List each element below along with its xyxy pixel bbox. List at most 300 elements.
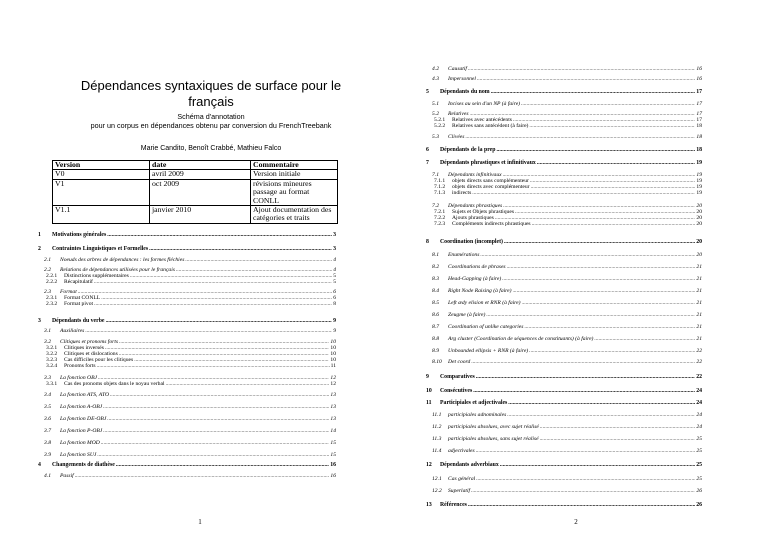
toc-leader bbox=[507, 412, 695, 418]
toc-leader bbox=[465, 134, 695, 140]
toc-page: 20 bbox=[696, 209, 702, 215]
toc-title: La fonction MOD bbox=[60, 440, 100, 446]
toc-title: Distinctions supplémentaires bbox=[64, 273, 129, 279]
toc-number: 13 bbox=[426, 502, 432, 508]
toc-number: 8.4 bbox=[432, 288, 439, 294]
toc-title: La fonction P-OBJ bbox=[60, 428, 103, 434]
toc-entry[interactable] bbox=[426, 374, 702, 380]
toc-page: 16 bbox=[330, 462, 336, 468]
table-cell: V1 bbox=[53, 179, 150, 205]
toc-leader bbox=[75, 473, 330, 479]
toc-number: 2 bbox=[38, 246, 41, 252]
toc-title: Zeugme (à faire) bbox=[448, 312, 486, 318]
toc-number: 7.1.3 bbox=[434, 190, 446, 196]
toc-number: 11 bbox=[426, 400, 432, 406]
toc-leader bbox=[532, 221, 696, 227]
toc-title: Enumérations bbox=[448, 252, 480, 258]
toc-number: 7.1.2 bbox=[434, 184, 446, 190]
toc-title: Cas des pronoms objets dans le noyau verbal bbox=[64, 381, 165, 387]
toc-page: 17 bbox=[696, 111, 702, 117]
toc-leader bbox=[103, 428, 329, 434]
toc-leader bbox=[504, 239, 695, 245]
toc-entry[interactable] bbox=[426, 89, 702, 95]
toc-page: 6 bbox=[333, 289, 336, 295]
toc-page: 24 bbox=[696, 424, 702, 430]
toc-page: 3 bbox=[333, 246, 336, 252]
toc-title: participiales absolues, avec sujet réalisé bbox=[448, 424, 539, 430]
toc-number: 5.1 bbox=[432, 101, 439, 107]
toc-entry[interactable] bbox=[426, 147, 702, 153]
toc-page: 19 bbox=[696, 172, 702, 178]
table-cell: révisions mineures passage au format CONLL bbox=[251, 179, 338, 205]
toc-entry[interactable] bbox=[44, 452, 336, 458]
subtitle-line-2: pour un corpus en dépendances obtenu par conversion du FrenchTreebank bbox=[90, 121, 332, 130]
date-header: date bbox=[150, 161, 251, 170]
toc-leader bbox=[85, 328, 332, 334]
toc-entry[interactable] bbox=[434, 123, 702, 129]
toc-title: Comparatives bbox=[440, 374, 475, 380]
toc-page: 17 bbox=[696, 101, 702, 107]
toc-number: 2.3 bbox=[44, 289, 51, 295]
table-row bbox=[53, 179, 338, 205]
toc-leader bbox=[496, 147, 695, 153]
toc-leader bbox=[522, 300, 696, 306]
toc-leader bbox=[537, 160, 695, 166]
toc-number: 12.1 bbox=[432, 476, 442, 482]
toc-page: 19 bbox=[696, 190, 702, 196]
toc-number: 5.2.1 bbox=[434, 117, 446, 123]
toc-page: 21 bbox=[696, 312, 702, 318]
toc-page: 4 bbox=[333, 267, 336, 273]
table-row bbox=[53, 170, 338, 179]
toc-title: Dépendants infinitivaux bbox=[448, 172, 502, 178]
toc-leader bbox=[508, 400, 695, 406]
toc-leader bbox=[94, 279, 332, 285]
toc-title: Cas général bbox=[448, 476, 476, 482]
toc-number: 2.2 bbox=[44, 267, 51, 273]
toc-page: 24 bbox=[696, 412, 702, 418]
toc-number: 3.6 bbox=[44, 416, 51, 422]
table-cell: V0 bbox=[53, 170, 150, 179]
toc-entry[interactable] bbox=[44, 404, 336, 410]
toc-title: Dépendants du verbe bbox=[52, 318, 105, 324]
toc-leader bbox=[110, 392, 329, 398]
toc-entry[interactable] bbox=[426, 239, 702, 245]
toc-number: 5.3 bbox=[432, 134, 439, 140]
toc-entry[interactable] bbox=[38, 318, 336, 324]
toc-title: Coordinations de phrases bbox=[448, 264, 506, 270]
toc-number: 3.2 bbox=[44, 339, 51, 345]
toc-title: Arg cluster (Coordination de séquences de constituants) (à faire) bbox=[448, 336, 594, 342]
toc-number: 3.1 bbox=[44, 328, 51, 334]
toc-leader bbox=[468, 66, 695, 72]
toc-number: 3.9 bbox=[44, 452, 51, 458]
toc-entry[interactable] bbox=[426, 388, 702, 394]
toc-leader bbox=[529, 123, 695, 129]
toc-page: 19 bbox=[696, 160, 702, 166]
toc-entry[interactable] bbox=[432, 300, 702, 306]
toc-page: 20 bbox=[696, 252, 702, 258]
toc-number: 5.2.2 bbox=[434, 123, 446, 129]
toc-title: Relatives sans antécédent (à faire) bbox=[452, 123, 529, 129]
toc-leader bbox=[185, 257, 332, 263]
toc-leader bbox=[521, 101, 695, 107]
toc-number: 3.2.2 bbox=[46, 351, 58, 357]
toc-entry[interactable] bbox=[432, 76, 702, 82]
toc-entry[interactable] bbox=[44, 428, 336, 434]
toc-title: Clitiques et dislocations bbox=[64, 351, 118, 357]
toc-entry[interactable] bbox=[432, 252, 702, 258]
toc-leader bbox=[97, 452, 329, 458]
toc-page: 12 bbox=[330, 381, 336, 387]
toc-title: Dépendants phrastiques bbox=[448, 203, 503, 209]
table-cell: oct 2009 bbox=[150, 179, 251, 205]
toc-page: 16 bbox=[696, 76, 702, 82]
toc-number: 2.3.2 bbox=[46, 301, 58, 307]
toc-page: 21 bbox=[696, 264, 702, 270]
toc-leader bbox=[106, 318, 333, 324]
toc-entry[interactable] bbox=[426, 400, 702, 406]
toc-number: 2.2.1 bbox=[46, 273, 58, 279]
toc-entry[interactable] bbox=[426, 160, 702, 166]
toc-title: adjectivales bbox=[448, 448, 475, 454]
toc-number: 4.3 bbox=[432, 76, 439, 82]
toc-title: Det coord bbox=[448, 359, 471, 365]
toc-entry[interactable] bbox=[44, 473, 336, 479]
toc-page: 20 bbox=[696, 215, 702, 221]
toc-page: 21 bbox=[696, 300, 702, 306]
toc-number: 3.2.1 bbox=[46, 345, 58, 351]
toc-page: 16 bbox=[696, 66, 702, 72]
toc-leader bbox=[103, 404, 329, 410]
toc-entry[interactable] bbox=[432, 264, 702, 270]
toc-number: 11.4 bbox=[432, 448, 442, 454]
toc-page: 9 bbox=[333, 328, 336, 334]
toc-number: 5.2 bbox=[432, 111, 439, 117]
toc-entry[interactable] bbox=[432, 101, 702, 107]
toc-page: 10 bbox=[330, 339, 336, 345]
toc-leader bbox=[486, 312, 695, 318]
toc-title: Références bbox=[440, 502, 467, 508]
toc-title: Noeuds des arbres de dépendances : les formes fléchies bbox=[60, 257, 185, 263]
toc-title: Clitiques inversés bbox=[64, 345, 104, 351]
toc-page: 25 bbox=[696, 436, 702, 442]
toc-title: participiales absolues, sans sujet réalisé bbox=[448, 436, 539, 442]
toc-title: indirects bbox=[452, 190, 472, 196]
toc-number: 7.2 bbox=[432, 203, 439, 209]
toc-title: Impersonnel bbox=[448, 76, 476, 82]
toc-leader bbox=[94, 301, 332, 307]
toc-leader bbox=[471, 488, 695, 494]
toc-number: 8.5 bbox=[432, 300, 439, 306]
toc-title: Sujets et Objets phrastiques bbox=[452, 209, 514, 215]
toc-leader bbox=[476, 448, 696, 454]
toc-page: 9 bbox=[333, 318, 336, 324]
toc-entry[interactable] bbox=[432, 66, 702, 72]
toc-leader bbox=[500, 462, 695, 468]
toc-title: La fonction SUJ bbox=[60, 452, 97, 458]
toc-entry[interactable] bbox=[44, 440, 336, 446]
toc-entry[interactable] bbox=[46, 279, 336, 285]
page-number: 1 bbox=[198, 518, 202, 526]
toc-entry[interactable] bbox=[432, 436, 702, 442]
toc-page: 13 bbox=[330, 404, 336, 410]
toc-title: Format pivot bbox=[64, 301, 94, 307]
toc-number: 5 bbox=[426, 89, 429, 95]
toc-entry[interactable] bbox=[432, 336, 702, 342]
toc-title: La fonction DE-OBJ bbox=[60, 416, 107, 422]
toc-leader bbox=[116, 462, 329, 468]
toc-page: 22 bbox=[696, 374, 702, 380]
toc-entry[interactable] bbox=[44, 257, 336, 263]
toc-page: 20 bbox=[696, 221, 702, 227]
toc-number: 7.2.2 bbox=[434, 215, 446, 221]
toc-number: 11.1 bbox=[432, 412, 442, 418]
toc-page: 14 bbox=[330, 428, 336, 434]
toc-title: Motivations générales bbox=[52, 232, 107, 238]
toc-leader bbox=[529, 348, 695, 354]
toc-number: 8.2 bbox=[432, 264, 439, 270]
toc-page: 24 bbox=[696, 400, 702, 406]
toc-entry[interactable] bbox=[432, 476, 702, 482]
document-subtitle bbox=[20, 112, 402, 130]
toc-number: 2.2.2 bbox=[46, 279, 58, 285]
toc-number: 12 bbox=[426, 462, 432, 468]
toc-page: 19 bbox=[696, 184, 702, 190]
toc-leader bbox=[468, 502, 695, 508]
toc-title: Incises au sein d'un NP (à faire) bbox=[448, 101, 521, 107]
toc-title: Récapitulatif bbox=[64, 279, 93, 285]
toc-page: 20 bbox=[696, 203, 702, 209]
toc-number: 2.3.1 bbox=[46, 295, 58, 301]
toc-page: 22 bbox=[696, 348, 702, 354]
toc-title: Format bbox=[60, 289, 77, 295]
toc-page: 25 bbox=[696, 448, 702, 454]
toc-number: 2.1 bbox=[44, 257, 51, 263]
document-title: Dépendances syntaxiques de surface pour le français bbox=[80, 78, 342, 109]
toc-entry[interactable] bbox=[432, 324, 702, 330]
toc-entry[interactable] bbox=[44, 392, 336, 398]
toc-leader bbox=[149, 246, 332, 252]
toc-leader bbox=[107, 416, 329, 422]
toc-page: 6 bbox=[333, 295, 336, 301]
toc-number: 7.2.1 bbox=[434, 209, 446, 215]
toc-number: 12.2 bbox=[432, 488, 442, 494]
toc-entry[interactable] bbox=[426, 502, 702, 508]
toc-number: 11.3 bbox=[432, 436, 442, 442]
toc-page: 10 bbox=[330, 351, 336, 357]
toc-title: Auxiliaires bbox=[60, 328, 85, 334]
toc-leader bbox=[507, 264, 696, 270]
page-number: 2 bbox=[574, 518, 578, 526]
toc-title: Clivées bbox=[448, 134, 465, 140]
toc-leader bbox=[476, 476, 695, 482]
toc-number: 7.1 bbox=[432, 172, 439, 178]
toc-page: 8 bbox=[333, 301, 336, 307]
toc-entry[interactable] bbox=[426, 462, 702, 468]
toc-number: 8.7 bbox=[432, 324, 439, 330]
toc-title: Dépendants adverbiaux bbox=[440, 462, 499, 468]
toc-entry[interactable] bbox=[434, 221, 702, 227]
table-cell: Version initiale bbox=[251, 170, 338, 179]
toc-title: La fonction ATS, ATO bbox=[60, 392, 110, 398]
toc-leader bbox=[476, 374, 695, 380]
toc-number: 3.2.3 bbox=[46, 357, 58, 363]
toc-page: 15 bbox=[330, 452, 336, 458]
toc-page: 20 bbox=[696, 239, 702, 245]
toc-entry[interactable] bbox=[44, 416, 336, 422]
toc-leader bbox=[540, 424, 696, 430]
toc-page: 4 bbox=[333, 257, 336, 263]
toc-entry[interactable] bbox=[432, 424, 702, 430]
toc-page: 26 bbox=[696, 488, 702, 494]
toc-page: 21 bbox=[696, 324, 702, 330]
toc-title: Participiales et adjectivales bbox=[440, 400, 508, 406]
toc-title: objets directs sans complémenteur bbox=[452, 178, 529, 184]
toc-number: 7.1.1 bbox=[434, 178, 446, 184]
toc-title: Dépendants phrastiques et infinitivaux bbox=[440, 160, 536, 166]
toc-number: 8.9 bbox=[432, 348, 439, 354]
toc-title: Consécutives bbox=[440, 388, 473, 394]
toc-title: La fonction OBJ bbox=[60, 375, 97, 381]
toc-page: 17 bbox=[696, 117, 702, 123]
toc-entry[interactable] bbox=[432, 312, 702, 318]
toc-leader bbox=[513, 288, 696, 294]
toc-title: Left ædy elision et RNR (à faire) bbox=[448, 300, 521, 306]
toc-title: Format CONLL bbox=[64, 295, 101, 301]
toc-number: 3.3.1 bbox=[46, 381, 58, 387]
toc-number: 3.2.4 bbox=[46, 363, 58, 369]
table-cell: Ajout documentation des catégories et traits bbox=[251, 206, 338, 224]
toc-number: 8 bbox=[426, 239, 429, 245]
toc-page: 19 bbox=[696, 178, 702, 184]
toc-number: 8.3 bbox=[432, 276, 439, 282]
toc-page: 16 bbox=[330, 473, 336, 479]
authors: Marie Candito, Benoît Crabbé, Mathieu Falco bbox=[140, 145, 282, 152]
toc-number: 3.5 bbox=[44, 404, 51, 410]
comment-header: Commentaire bbox=[251, 161, 338, 170]
toc-leader bbox=[540, 436, 696, 442]
toc-page: 13 bbox=[330, 416, 336, 422]
toc-entry[interactable] bbox=[432, 359, 702, 365]
toc-page: 13 bbox=[330, 392, 336, 398]
toc-title: Coordination of unlike categories bbox=[448, 324, 524, 330]
toc-number: 8.6 bbox=[432, 312, 439, 318]
toc-page: 5 bbox=[333, 273, 336, 279]
table-cell: avril 2009 bbox=[150, 170, 251, 179]
toc-title: Contraintes Linguistiques et Formelles bbox=[52, 246, 149, 252]
toc-number: 8.8 bbox=[432, 336, 439, 342]
toc-entry[interactable] bbox=[432, 134, 702, 140]
toc-entry[interactable] bbox=[38, 232, 336, 238]
toc-number: 3 bbox=[38, 318, 41, 324]
toc-title: Clitiques et pronoms forts bbox=[60, 339, 119, 345]
toc-title: Cas difficiles pour les clitiques bbox=[64, 357, 134, 363]
toc-entry[interactable] bbox=[46, 301, 336, 307]
toc-entry[interactable] bbox=[432, 348, 702, 354]
toc-page: 5 bbox=[333, 279, 336, 285]
toc-number: 11.2 bbox=[432, 424, 442, 430]
toc-title: Unbounded ellipsis + RNR (à faire) bbox=[448, 348, 529, 354]
toc-entry[interactable] bbox=[432, 448, 702, 454]
toc-number: 3.7 bbox=[44, 428, 51, 434]
toc-number: 9 bbox=[426, 374, 429, 380]
toc-page: 15 bbox=[330, 440, 336, 446]
toc-entry[interactable] bbox=[432, 412, 702, 418]
toc-page: 10 bbox=[330, 357, 336, 363]
toc-page: 12 bbox=[330, 375, 336, 381]
toc-title: Changements de diathèse bbox=[52, 462, 115, 468]
version-table bbox=[52, 160, 338, 224]
toc-number: 3.4 bbox=[44, 392, 51, 398]
toc-number: 3.8 bbox=[44, 440, 51, 446]
toc-leader bbox=[107, 232, 332, 238]
toc-number: 4.1 bbox=[44, 473, 51, 479]
toc-title: Superlatif bbox=[448, 488, 471, 494]
toc-page: 25 bbox=[696, 462, 702, 468]
toc-page: 18 bbox=[696, 123, 702, 129]
toc-page: 10 bbox=[330, 345, 336, 351]
toc-number: 6 bbox=[426, 147, 429, 153]
toc-title: Relations de dépendances utilisées pour le français bbox=[60, 267, 175, 273]
toc-entry[interactable] bbox=[432, 276, 702, 282]
toc-leader bbox=[594, 336, 695, 342]
toc-leader bbox=[524, 324, 695, 330]
toc-leader bbox=[480, 252, 695, 258]
toc-number: 7 bbox=[426, 160, 429, 166]
toc-entry[interactable] bbox=[434, 190, 702, 196]
toc-page: 24 bbox=[696, 388, 702, 394]
toc-title: La fonction A-OBJ bbox=[60, 404, 103, 410]
toc-leader bbox=[166, 381, 330, 387]
toc-entry[interactable] bbox=[432, 488, 702, 494]
toc-entry[interactable] bbox=[46, 381, 336, 387]
toc-page: 18 bbox=[696, 147, 702, 153]
toc-page: 25 bbox=[696, 476, 702, 482]
toc-leader bbox=[472, 190, 695, 196]
toc-page: 21 bbox=[696, 288, 702, 294]
toc-entry[interactable] bbox=[432, 288, 702, 294]
toc-title: Right Node Raising (à faire) bbox=[448, 288, 512, 294]
toc-number: 3.3 bbox=[44, 375, 51, 381]
toc-number: 4.2 bbox=[432, 66, 439, 72]
toc-number: 8.1 bbox=[432, 252, 439, 258]
toc-title: Relatives bbox=[448, 111, 469, 117]
toc-title: Coordination (incomplet) bbox=[440, 239, 503, 245]
toc-entry[interactable] bbox=[38, 462, 336, 468]
toc-entry[interactable] bbox=[46, 363, 336, 369]
toc-page: 17 bbox=[696, 89, 702, 95]
toc-title: participiales adnominales bbox=[448, 412, 507, 418]
toc-number: 1 bbox=[38, 232, 41, 238]
toc-leader bbox=[101, 440, 330, 446]
toc-entry[interactable] bbox=[44, 328, 336, 334]
toc-title: Dépendants du nom bbox=[440, 89, 490, 95]
toc-leader bbox=[473, 388, 695, 394]
version-header: Version bbox=[53, 161, 150, 170]
toc-title: objets directs avec complémenteur bbox=[452, 184, 530, 190]
toc-title: Dépendants de la prep bbox=[440, 147, 496, 153]
toc-page: 3 bbox=[333, 232, 336, 238]
table-row bbox=[53, 206, 338, 224]
toc-leader bbox=[471, 359, 695, 365]
toc-entry[interactable] bbox=[38, 246, 336, 252]
toc-title: Pronoms forts bbox=[64, 363, 96, 369]
toc-number: 4 bbox=[38, 462, 41, 468]
table-cell: V1.1 bbox=[53, 206, 150, 224]
subtitle-line-1: Schéma d'annotation bbox=[177, 112, 245, 121]
toc-leader bbox=[477, 76, 695, 82]
